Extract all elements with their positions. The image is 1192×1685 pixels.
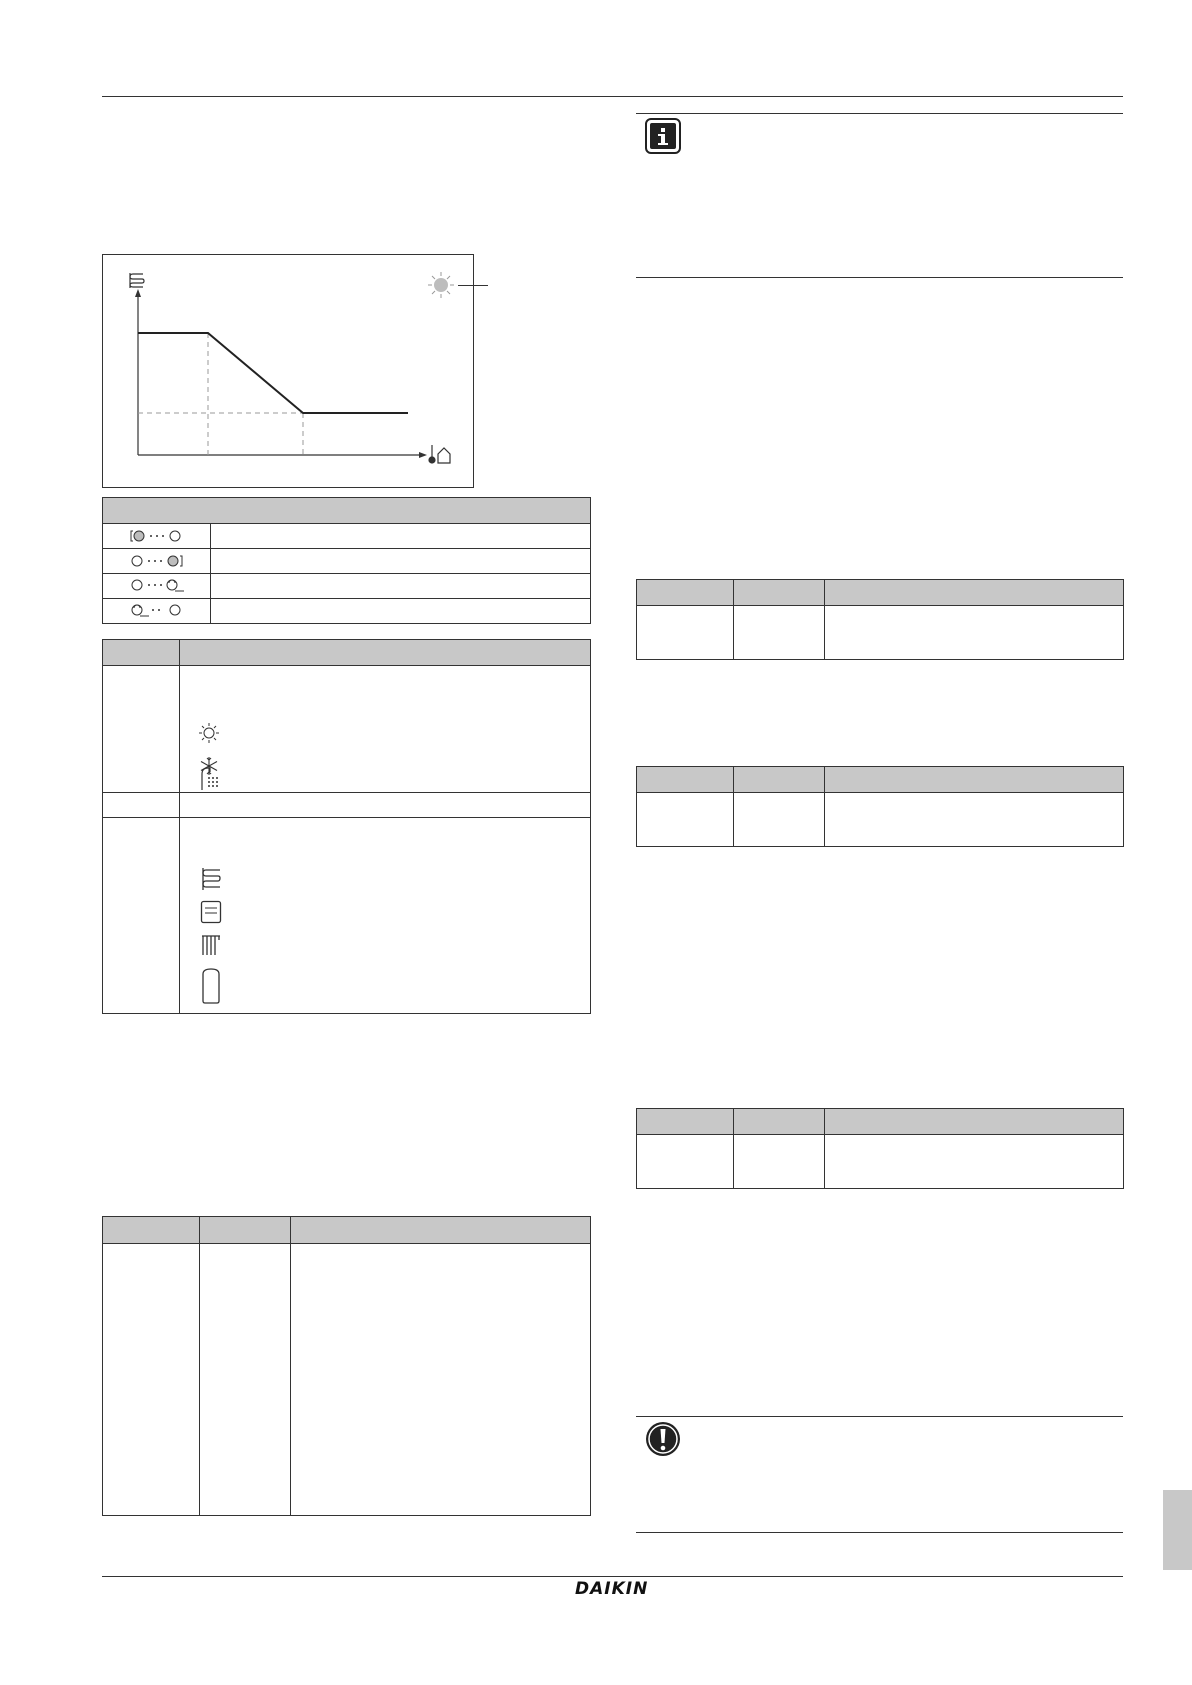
row-col-1 [637,793,734,847]
header-rule [102,96,1123,97]
row-col-2 [734,1135,825,1189]
legend-row-3-icon [103,574,211,599]
items-row-2-value [180,793,591,818]
items-header-col-2 [180,640,591,666]
header-col-3 [291,1217,591,1244]
header-col-1 [103,1217,200,1244]
info-note-top-rule [636,113,1123,114]
radiator-icon [200,933,222,957]
sun-icon [198,722,220,744]
settings-table-2 [636,766,1124,847]
callout-line [458,285,488,286]
items-row-3-key [103,818,180,1014]
header-col-3 [825,1109,1124,1135]
side-tab [1163,1490,1192,1570]
header-col-1 [637,580,734,606]
info-icon [645,118,681,154]
row-col-3 [825,793,1124,847]
curve-diagram [102,254,474,488]
underfloor-heating-icon [200,867,222,891]
items-row-1-key [103,666,180,793]
row-col-2 [734,606,825,660]
settings-table-1 [636,579,1124,660]
legend-row-4-icon [103,599,211,624]
legend-row-4-text [211,599,591,624]
legend-row-1-text [211,524,591,549]
row-col-2 [734,793,825,847]
items-header-col-1 [103,640,180,666]
header-col-2 [200,1217,291,1244]
items-row-2-key [103,793,180,818]
header-col-1 [637,1109,734,1135]
warning-note-bottom-rule [636,1532,1123,1533]
legend-row-2-icon [103,549,211,574]
legend-row-2-text [211,549,591,574]
items-row-1-icons [180,666,591,793]
legend-row-3-text [211,574,591,599]
settings-table-left [102,1216,591,1516]
row-col-1 [637,606,734,660]
items-table [102,639,591,1014]
header-col-2 [734,580,825,606]
header-col-2 [734,767,825,793]
tap-water-icon [200,766,222,790]
legend-table [102,497,591,624]
header-col-1 [637,767,734,793]
row-col-3 [825,1135,1124,1189]
settings-table-3 [636,1108,1124,1189]
header-col-3 [825,767,1124,793]
items-row-3-icons [180,818,591,1014]
header-col-3 [825,580,1124,606]
tank-icon [201,968,221,1004]
row-col-3 [825,606,1124,660]
daikin-logo: DAIKIN [575,1579,649,1599]
footer-rule [102,1576,1123,1577]
warning-icon [645,1421,681,1457]
legend-table-header [103,498,591,524]
info-note-bottom-rule [636,277,1123,278]
sun-icon [428,272,454,298]
row-col-1 [103,1244,200,1516]
warning-note-top-rule [636,1416,1123,1417]
row-col-2 [200,1244,291,1516]
legend-row-1-icon [103,524,211,549]
row-col-1 [637,1135,734,1189]
underfloor-heating-icon [130,273,144,288]
row-col-3 [291,1244,591,1516]
header-col-2 [734,1109,825,1135]
heat-pump-convector-icon [200,900,222,924]
